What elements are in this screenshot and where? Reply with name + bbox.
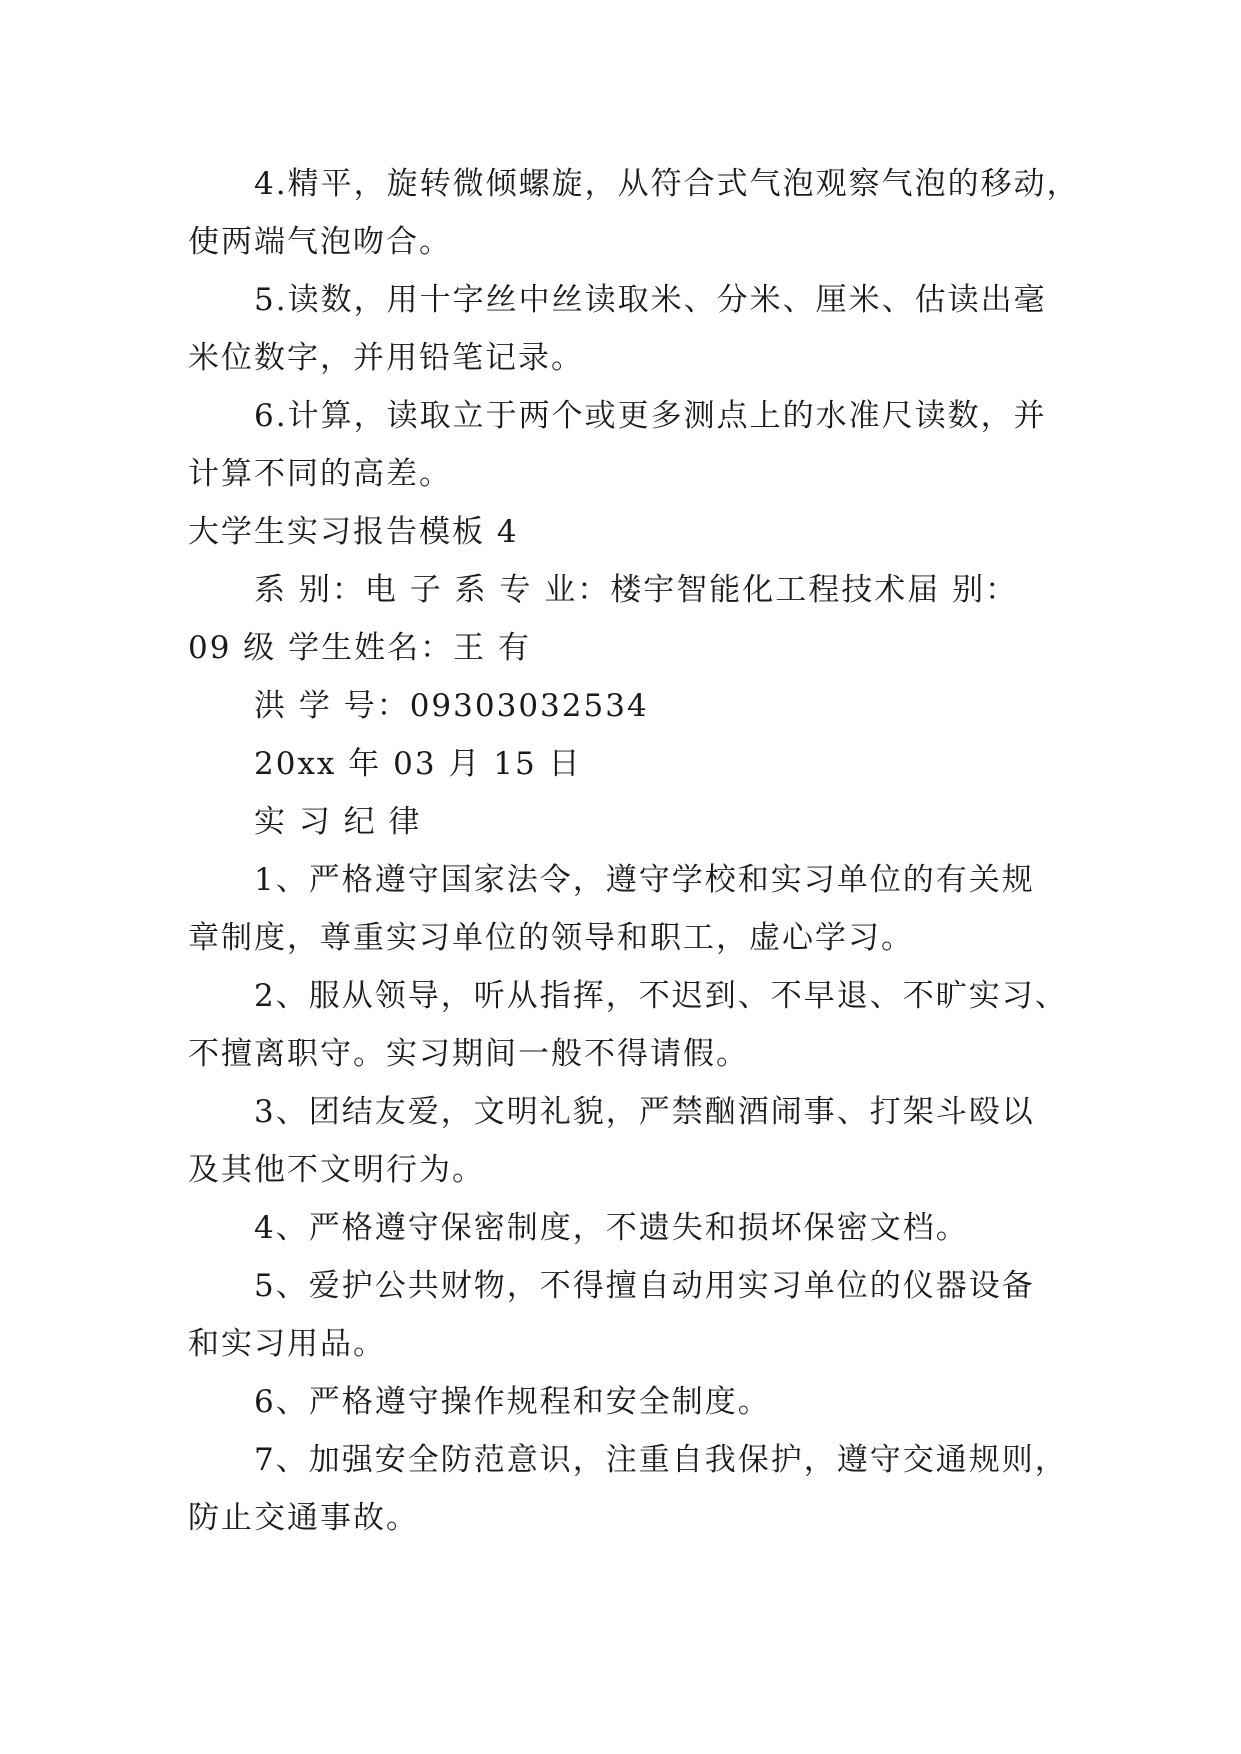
- text-line: 不擅离职守。实习期间一般不得请假。: [188, 1036, 749, 1072]
- paragraph-student-id: [188, 677, 1048, 735]
- text-line: 20xx 年 03 月 15 日: [254, 746, 582, 782]
- text-line: 1、严格遵守国家法令，遵守学校和实习单位的有关规: [254, 862, 1035, 898]
- section-title: [188, 503, 1048, 561]
- text-line: 及其他不文明行为。: [188, 1152, 485, 1188]
- text-line: 09 级 学生姓名：王 有: [188, 630, 532, 666]
- paragraph-rule-4: [188, 1199, 1048, 1257]
- text-line: 6、严格遵守操作规程和安全制度。: [254, 1384, 771, 1420]
- paragraph-rule-6: [188, 1373, 1048, 1431]
- paragraph-student-info: [188, 561, 1048, 677]
- text-line: 米位数字，并用铅笔记录。: [188, 340, 584, 376]
- text-line: 5.读数，用十字丝中丝读取米、分米、厘米、估读出毫: [254, 282, 1047, 318]
- paragraph-step-4: [188, 155, 1080, 271]
- text-line: 章制度，尊重实习单位的领导和职工，虚心学习。: [188, 920, 914, 956]
- paragraph-rule-7: [188, 1431, 1068, 1547]
- paragraph-step-6: [188, 387, 1048, 503]
- text-line: 洪 学 号：09303032534: [254, 688, 649, 724]
- text-line: 5、爱护公共财物，不得擅自动用实习单位的仪器设备: [254, 1268, 1035, 1304]
- text-line: 4、严格遵守保密制度，不遗失和损坏保密文档。: [254, 1210, 969, 1246]
- paragraph-rule-2: [188, 967, 1068, 1083]
- text-line: 系 别：电 子 系 专 业：楼宇智能化工程技术届 别：: [254, 572, 1019, 608]
- text-line: 和实习用品。: [188, 1326, 386, 1362]
- paragraph-rule-5: [188, 1257, 1048, 1373]
- text-line: 7、加强安全防范意识，注重自我保护，遵守交通规则，: [254, 1442, 1068, 1478]
- subheading-discipline: [188, 793, 1048, 851]
- text-line: 4.精平，旋转微倾螺旋，从符合式气泡观察气泡的移动，: [254, 166, 1080, 202]
- text-line: 计算不同的高差。: [188, 456, 452, 492]
- text-line: 使两端气泡吻合。: [188, 224, 452, 260]
- paragraph-rule-1: [188, 851, 1048, 967]
- text-line: 6.计算，读取立于两个或更多测点上的水准尺读数，并: [254, 398, 1047, 434]
- text-line: 3、团结友爱，文明礼貌，严禁酗酒闹事、打架斗殴以: [254, 1094, 1035, 1130]
- paragraph-step-5: [188, 271, 1048, 387]
- paragraph-rule-3: [188, 1083, 1048, 1199]
- text-line: 实 习 纪 律: [254, 804, 422, 840]
- paragraph-date: [188, 735, 1048, 793]
- text-line: 防止交通事故。: [188, 1500, 419, 1536]
- text-line: 大学生实习报告模板 4: [188, 514, 519, 550]
- text-line: 2、服从领导，听从指挥，不迟到、不早退、不旷实习、: [254, 978, 1068, 1014]
- document-body: [188, 155, 1080, 1547]
